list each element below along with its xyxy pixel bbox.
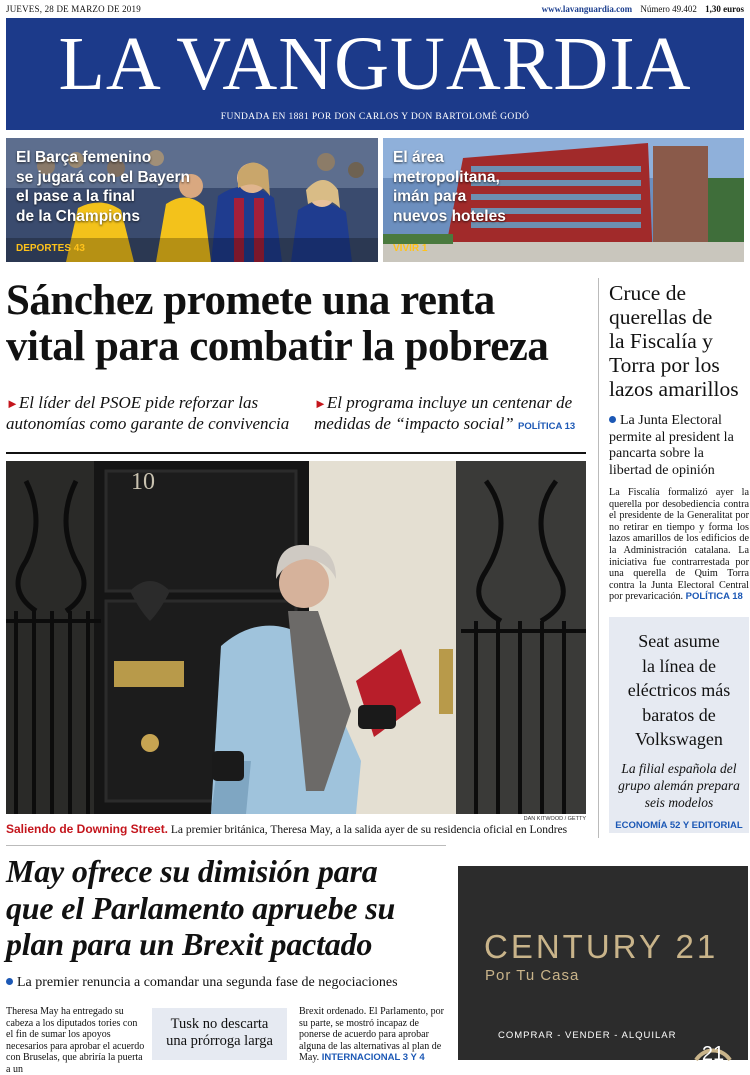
ad-services: COMPRAR - VENDER - ALQUILAR [498,1030,677,1041]
seat-story-box[interactable] [609,617,749,833]
side-headline[interactable]: Cruce de querellas de la Fiscalía y Torra por los lazos amarillos [609,281,739,401]
ad-tagline: Por Tu Casa [485,967,580,984]
seat-headline: Seat asume la línea de eléctricos más baratos de Volkswagen [627,631,731,749]
caption-lead: Saliendo de Downing Street. [6,822,169,836]
ad-brand: CENTURY 21 [484,928,719,965]
newspaper-logo: LA VANGUARDIA [58,22,692,106]
photo-caption [6,822,596,836]
arrow-icon: ► [6,396,19,411]
brexit-headline[interactable]: May ofrece su dimisión para que el Parlamento apruebe su plan para un Brexit pactado [6,853,396,962]
side-body: La Fiscalía formalizó ayer la querella por desobediencia contra el presidente de la Generalitat por no retirar en tiempo y forma los lazos amarillos de los edificios de la Administración catalana. La iniciativa fue contrarrestada por una querella de Quim Torra contra la Junta Electoral Central por prevaricación. POLÍTICA 18 [609,487,749,603]
top-bar-right [542,4,744,14]
divider [6,845,446,846]
cover-price: 1,30 euros [705,4,744,14]
promo-section: VIVIR 1 [393,243,428,254]
issue-number: Número 49.402 [640,4,697,14]
brexit-subhead: La premier renuncia a comandar una segunda fase de negociaciones [6,975,451,991]
section-reference[interactable]: ECONOMÍA 52 Y EDITORIAL [615,820,743,831]
seat-subhead: La filial española del grupo alemán prepara seis modelos [618,761,740,810]
section-reference[interactable]: INTERNACIONAL 3 Y 4 [321,1052,425,1063]
bullet-icon [609,416,616,423]
promo-headline: El área metropolitana, imán para nuevos hoteles [393,149,506,225]
photo-credit: DAN KITWOOD / GETTY [523,816,586,822]
century21-ad[interactable] [458,866,748,1065]
section-reference[interactable]: POLÍTICA 18 [685,591,743,603]
lead-subhead-1: ►El líder del PSOE pide reforzar las autonomías como garante de convivencia [6,393,290,433]
promo-headline: El Barça femenino se jugará con el Bayern el pase a la final de la Champions [16,149,191,225]
brexit-column-2: Brexit ordenado. El Parlamento, por su parte, se mostró incapaz de ponerse de acuerdo para aprobar alguna de las alternativas al plan de May. INTERNACIONAL 3 Y 4 [299,1006,444,1063]
divider [6,452,586,454]
founded-line: FUNDADA EN 1881 POR DON CARLOS Y DON BARTOLOMÉ GODÓ [220,112,530,122]
masthead [6,18,744,130]
lead-headline[interactable]: Sánchez promete una renta vital para combatir la pobreza [6,277,549,370]
tusk-box[interactable]: Tusk no descarta una prórroga larga [152,1008,287,1060]
bullet-icon [6,978,13,985]
lead-subhead-2: ►El programa incluye un centenar de medidas de “impacto social” POLÍTICA 13 [314,393,576,433]
side-subhead: La Junta Electoral permite al president la pancarta sobre la libertad de opinión [609,413,734,478]
century21-seal-icon [690,1018,736,1065]
brexit-column-1: Theresa May ha entregado su cabeza a los diputados tories con el fin de sumar los apoyos necesarios para aprobar el acuerdo con Bruselas, que abriría la puerta a un [6,1006,145,1075]
promo-living[interactable] [383,138,744,262]
door-number: 10 [131,469,155,495]
promo-section: DEPORTES 43 [16,243,85,254]
issue-date: JUEVES, 28 DE MARZO DE 2019 [6,4,141,14]
column-divider [598,278,599,838]
caption-text: La premier británica, Theresa May, a la salida ayer de su residencia oficial en Londres [170,824,568,836]
seal-number: 21 [701,1043,725,1065]
website-link[interactable]: www.lavanguardia.com [541,4,633,14]
promo-sports[interactable] [6,138,378,262]
arrow-icon: ► [314,396,327,411]
top-bar [6,4,744,16]
section-reference[interactable]: POLÍTICA 13 [518,421,576,432]
downing-street-photo [6,461,586,814]
